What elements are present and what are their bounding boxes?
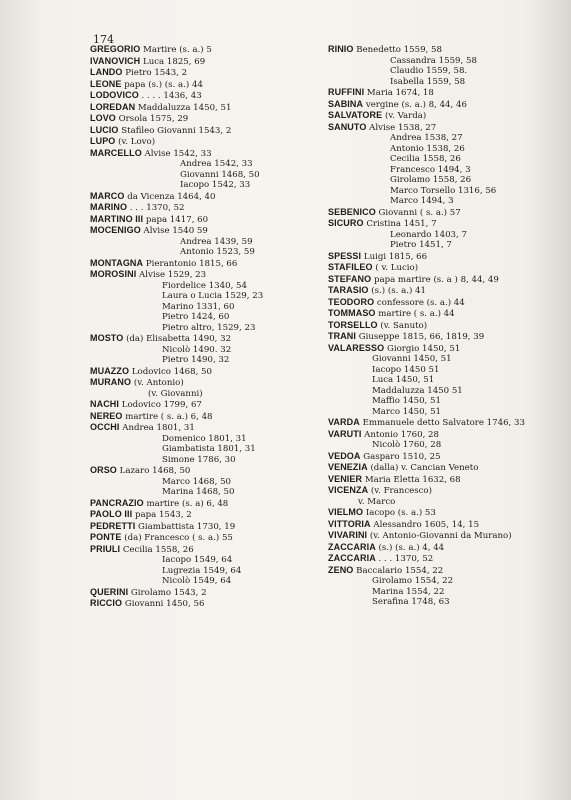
entry-surname: VIELMO — [328, 507, 364, 517]
index-subentry: Simone 1786, 30 — [162, 454, 236, 465]
entry-surname: TRANI — [328, 331, 356, 341]
index-subentry: Nicolò 1760, 28 — [372, 440, 442, 450]
index-entry — [90, 102, 336, 114]
entry-surname: TOMMASO — [328, 308, 376, 318]
entry-details: Andrea 1801, 31 — [119, 423, 195, 433]
entry-details: Iacopo (s. a.) 53 — [363, 508, 436, 518]
entry-surname: ZENO — [328, 564, 354, 575]
entry-surname: VARUTI — [328, 428, 362, 439]
index-entry — [90, 598, 336, 610]
index-entry — [328, 429, 571, 441]
entry-surname: PANCRAZIO — [90, 497, 144, 508]
entry-surname: VALARESSO — [328, 342, 385, 353]
index-subentry: Nicolò 1549, 64 — [162, 576, 232, 586]
index-entry — [328, 530, 571, 542]
index-subentry: Iacopo 1450 51 — [372, 364, 440, 375]
index-entry — [328, 274, 571, 286]
index-column-right — [328, 44, 571, 608]
entry-surname: MARCO — [90, 190, 125, 201]
entry-surname: ZACCARIA — [328, 541, 376, 552]
index-subentry: Leonardo 1403, 7 — [390, 229, 467, 240]
index-entry — [90, 366, 336, 378]
entry-surname: ORSO — [90, 465, 117, 475]
index-entry — [90, 113, 336, 125]
index-entry — [90, 465, 336, 477]
entry-details: Giambattista 1730, 19 — [135, 521, 236, 532]
index-entry — [90, 67, 336, 79]
index-entry — [328, 251, 571, 263]
index-subentry: Marina 1554, 22 — [372, 586, 445, 597]
entry-details: vergine (s. a.) 8, 44, 46 — [363, 99, 467, 110]
entry-details: (v. Antonio) — [131, 378, 184, 388]
entry-surname: IVANOVICH — [90, 55, 141, 66]
entry-details: (s.) (s. a.) 41 — [368, 286, 426, 296]
entry-details: Pietro 1543, 2 — [122, 68, 188, 78]
entry-surname: VENIER — [328, 473, 363, 484]
entry-details: Benedetto 1559, 58 — [353, 45, 442, 55]
index-subentry: Antonio 1523, 59 — [180, 247, 255, 257]
index-subentry: (v. Giovanni) — [148, 388, 203, 399]
entry-details: Alvise 1538, 27 — [366, 122, 437, 133]
index-column-left — [90, 44, 336, 610]
index-entry — [328, 122, 571, 134]
entry-surname: STEFANO — [328, 273, 372, 284]
entry-details: Baccalario 1554, 22 — [353, 565, 444, 576]
entry-surname: OCCHI — [90, 422, 120, 432]
index-entry — [328, 99, 571, 111]
entry-surname: TEODORO — [328, 296, 375, 307]
entry-surname: TORSELLO — [328, 319, 378, 330]
entry-surname: VEDOA — [328, 450, 361, 461]
index-entry — [90, 422, 336, 434]
entry-surname: SALVATORE — [328, 110, 383, 120]
entry-surname: MARCELLO — [90, 147, 142, 158]
entry-details: . . . 1370, 52 — [375, 554, 434, 564]
index-entry — [328, 474, 571, 486]
entry-details: papa martire (s. a ) 8, 44, 49 — [371, 274, 499, 285]
entry-details: (v. Varda) — [382, 111, 427, 121]
index-subentry: Laura o Lucia 1529, 23 — [162, 291, 264, 301]
entry-details: Alvise 1542, 33 — [141, 148, 212, 159]
index-entry — [328, 110, 571, 122]
index-subentry: Marino 1331, 60 — [162, 301, 235, 312]
index-subentry: Lugrezia 1549, 64 — [162, 565, 242, 576]
entry-surname: LANDO — [90, 67, 123, 77]
entry-details: Alvise 1540 59 — [140, 226, 208, 236]
entry-surname: PEDRETTI — [90, 520, 136, 531]
entry-details: (s.) (s. a.) 4, 44 — [375, 542, 445, 553]
entry-surname: MUAZZO — [90, 365, 130, 376]
entry-surname: SPESSI — [328, 250, 362, 261]
entry-surname: SABINA — [328, 98, 364, 109]
index-entry — [90, 202, 336, 214]
index-subentry: Marco Torsello 1316, 56 — [390, 185, 497, 196]
entry-details: Lazaro 1468, 50 — [116, 466, 191, 476]
index-entry — [90, 377, 336, 389]
entry-details: ( v. Lucio) — [372, 263, 419, 273]
index-entry — [90, 191, 336, 203]
entry-surname: RUFFINI — [328, 87, 365, 97]
entry-surname: TARASIO — [328, 285, 369, 295]
entry-details: (dalla) v. Cancian Veneto — [367, 463, 479, 473]
index-entry — [328, 87, 571, 99]
index-subentry: Antonio 1538, 26 — [390, 143, 465, 154]
entry-details: Martire (s. a.) 5 — [140, 45, 212, 55]
index-entry — [90, 125, 336, 137]
entry-details: Luigi 1815, 66 — [361, 251, 428, 262]
entry-surname: MURANO — [90, 377, 132, 387]
index-subentry: Serafina 1748, 63 — [372, 597, 450, 607]
index-entry — [328, 485, 571, 497]
entry-details: (v. Antonio-Giovanni da Murano) — [367, 531, 512, 541]
entry-details: Cecilia 1558, 26 — [120, 544, 194, 555]
index-subentry: Giovanni 1450, 51 — [372, 354, 452, 364]
index-entry — [90, 148, 336, 160]
index-subentry: Luca 1450, 51 — [372, 375, 435, 385]
index-entry — [90, 544, 336, 556]
index-subentry: Giovanni 1468, 50 — [180, 169, 260, 180]
index-entry — [328, 297, 571, 309]
entry-surname: LOVO — [90, 113, 116, 123]
index-subentry: Girolamo 1558, 26 — [390, 175, 472, 185]
index-entry — [90, 90, 336, 102]
entry-surname: LEONE — [90, 78, 122, 89]
index-entry — [328, 207, 571, 219]
index-subentry: Francesco 1494, 3 — [390, 164, 471, 175]
index-entry — [328, 285, 571, 297]
entry-surname: VARDA — [328, 417, 360, 427]
entry-surname: VENEZIA — [328, 462, 368, 472]
entry-details: martire ( s. a.) 6, 48 — [122, 411, 213, 422]
index-subentry: Andrea 1538, 27 — [390, 133, 463, 143]
entry-details: martire ( s. a.) 44 — [375, 309, 455, 319]
entry-surname: PRIULI — [90, 543, 121, 554]
entry-details: Maria Eletta 1632, 68 — [362, 474, 461, 485]
index-entry — [328, 565, 571, 577]
index-entry — [328, 331, 571, 343]
index-subentry: Pietro 1490, 32 — [162, 355, 230, 365]
index-subentry: Pietro 1424, 60 — [162, 312, 230, 322]
entry-details: Cristina 1451, 7 — [363, 219, 437, 229]
entry-details: Stafileo Giovanni 1543, 2 — [118, 125, 232, 136]
index-entry — [90, 532, 336, 544]
index-entry — [90, 225, 336, 237]
entry-surname: MARINO — [90, 202, 128, 212]
entry-details: (v. Francesco) — [368, 486, 432, 496]
index-subentry: Giambatista 1801, 31 — [162, 444, 256, 454]
entry-surname: QUERINI — [90, 586, 129, 597]
entry-surname: MOCENIGO — [90, 225, 141, 235]
entry-details: Pierantonio 1815, 66 — [143, 258, 238, 269]
index-subentry: Maddaluzza 1450 51 — [372, 385, 463, 396]
index-entry — [328, 44, 571, 56]
index-entry — [328, 553, 571, 565]
index-entry — [90, 214, 336, 226]
index-subentry: Pietro 1451, 7 — [390, 240, 452, 250]
entry-details: da Vicenza 1464, 40 — [124, 191, 216, 202]
index-subentry: Pietro altro, 1529, 23 — [162, 322, 256, 333]
entry-surname: VICENZA — [328, 485, 369, 495]
index-entry — [90, 44, 336, 56]
entry-surname: SEBENICO — [328, 206, 376, 217]
entry-details: Antonio 1760, 28 — [361, 429, 439, 440]
entry-details: papa 1417, 60 — [143, 214, 209, 225]
index-entry — [328, 218, 571, 230]
entry-details: Gasparo 1510, 25 — [360, 451, 441, 462]
index-entry — [90, 258, 336, 270]
entry-details: papa (s.) (s. a.) 44 — [121, 79, 203, 90]
entry-details: Alessandro 1605, 14, 15 — [370, 519, 480, 530]
index-entry — [90, 399, 336, 411]
entry-details: Giuseppe 1815, 66, 1819, 39 — [356, 332, 485, 342]
index-subentry: Cassandra 1559, 58 — [390, 55, 477, 66]
index-subentry: Iacopo 1549, 64 — [162, 555, 233, 565]
index-entry — [90, 56, 336, 68]
index-entry — [328, 462, 571, 474]
index-entry — [328, 343, 571, 355]
entry-details: Lodovico 1799, 67 — [119, 400, 202, 410]
index-subentry: Andrea 1542, 33 — [180, 159, 253, 169]
entry-surname: GREGORIO — [90, 44, 141, 54]
entry-details: Lodovico 1468, 50 — [129, 366, 212, 377]
entry-surname: MARTINO III — [90, 213, 144, 224]
index-subentry: Fiordelice 1340, 54 — [162, 280, 247, 291]
index-subentry: Marco 1494, 3 — [390, 196, 454, 206]
entry-surname: PONTE — [90, 532, 122, 542]
index-entry — [328, 451, 571, 463]
entry-surname: RICCIO — [90, 598, 123, 608]
index-entry — [328, 320, 571, 332]
entry-details: (da) Elisabetta 1490, 32 — [123, 334, 232, 344]
entry-details: Alvise 1529, 23 — [136, 270, 207, 280]
entry-details: Luca 1825, 69 — [140, 56, 206, 67]
index-entry — [90, 269, 336, 281]
index-entry — [90, 587, 336, 599]
index-subentry: Cecilia 1558, 26 — [390, 154, 461, 164]
entry-details: Maria 1674, 18 — [364, 88, 434, 98]
entry-details: Giovanni ( s. a.) 57 — [375, 207, 461, 218]
entry-surname: MOROSINI — [90, 269, 137, 279]
index-subentry: Andrea 1439, 59 — [180, 236, 253, 247]
entry-details: Orsola 1575, 29 — [115, 114, 189, 124]
entry-surname: SICURO — [328, 218, 364, 228]
index-entry — [90, 136, 336, 148]
page-number: 174 — [93, 33, 114, 46]
entry-details: papa 1543, 2 — [132, 510, 192, 520]
entry-surname: NEREO — [90, 410, 123, 421]
index-entry — [90, 498, 336, 510]
entry-details: confessore (s. a.) 44 — [374, 297, 465, 308]
index-entry — [328, 542, 571, 554]
entry-details: Emmanuele detto Salvatore 1746, 33 — [359, 418, 525, 428]
entry-details: Maddaluzza 1450, 51 — [135, 102, 232, 113]
entry-surname: RINIO — [328, 44, 354, 54]
index-entry — [328, 417, 571, 429]
entry-surname: MOSTO — [90, 333, 124, 343]
index-entry — [90, 521, 336, 533]
entry-surname: SANUTO — [328, 121, 367, 132]
entry-details: (v. Sanuto) — [377, 320, 428, 331]
entry-details: Girolamo 1543, 2 — [128, 587, 207, 598]
index-subentry: Girolamo 1554, 22 — [372, 576, 454, 586]
entry-surname: PAOLO III — [90, 509, 133, 519]
entry-details: . . . 1370, 52 — [127, 203, 185, 213]
index-entry — [328, 262, 571, 274]
index-entry — [328, 519, 571, 531]
entry-surname: LOREDAN — [90, 101, 136, 112]
index-subentry: Maffio 1450, 51 — [372, 396, 441, 406]
index-subentry: Claudio 1559, 58. — [390, 66, 468, 76]
index-entry — [90, 333, 336, 345]
index-subentry: v. Marco — [358, 496, 396, 507]
entry-details: (da) Francesco ( s. a.) 55 — [121, 533, 233, 543]
entry-surname: VIVARINI — [328, 530, 368, 540]
index-entry — [90, 411, 336, 423]
index-subentry: Nicolò 1490. 32 — [162, 344, 232, 355]
entry-surname: LUCIO — [90, 124, 119, 135]
index-subentry: Marina 1468, 50 — [162, 487, 235, 497]
index-subentry: Iacopo 1542, 33 — [180, 180, 251, 190]
entry-details: Giorgio 1450, 51 — [384, 343, 461, 354]
entry-surname: NACHI — [90, 399, 119, 409]
index-subentry: Marco 1468, 50 — [162, 476, 232, 487]
entry-surname: STAFILEO — [328, 262, 373, 272]
index-entry — [328, 507, 571, 519]
entry-details: Giovanni 1450, 56 — [122, 599, 205, 609]
index-subentry: Marco 1450, 51 — [372, 406, 442, 417]
index-entry — [90, 509, 336, 521]
index-subentry: Isabella 1559, 58 — [390, 76, 466, 87]
index-subentry: Domenico 1801, 31 — [162, 433, 247, 444]
entry-details: (v. Lovo) — [115, 137, 156, 147]
entry-surname: MONTAGNA — [90, 257, 144, 268]
entry-details: . . . . 1436, 43 — [138, 91, 202, 101]
entry-surname: LODOVICO — [90, 90, 139, 100]
index-entry — [328, 308, 571, 320]
entry-surname: ZACCARIA — [328, 553, 376, 563]
entry-surname: VITTORIA — [328, 518, 371, 529]
entry-surname: LUPO — [90, 136, 116, 146]
entry-details: martire (s. a) 6, 48 — [143, 498, 229, 509]
index-entry — [90, 79, 336, 91]
